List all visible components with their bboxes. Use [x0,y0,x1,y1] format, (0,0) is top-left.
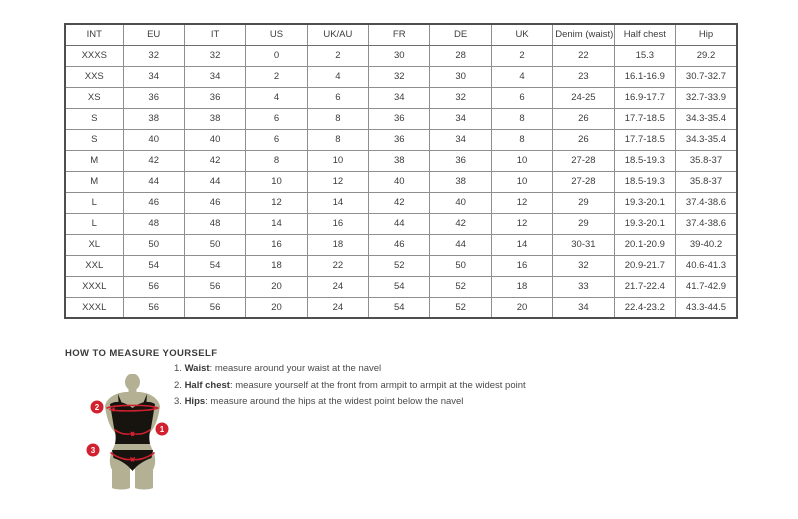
table-cell: 40 [369,171,430,192]
table-cell: 8 [491,129,552,150]
table-row [65,234,737,255]
table-cell: 6 [491,87,552,108]
table-cell: 34 [430,108,491,129]
table-cell: 32 [369,66,430,87]
table-cell: S [65,129,123,150]
table-cell: 44 [123,171,184,192]
table-cell: 24-25 [553,87,614,108]
instruction-text: : measure around your waist at the navel [209,363,382,374]
table-row [65,192,737,213]
table-cell: 37.4-38.6 [676,213,737,234]
table-cell: 42 [369,192,430,213]
table-cell: 42 [123,150,184,171]
table-cell: 46 [184,192,245,213]
table-cell: 50 [184,234,245,255]
table-row [65,45,737,66]
table-cell: 54 [369,297,430,318]
table-cell: 10 [307,150,368,171]
table-cell: 23 [553,66,614,87]
table-cell: 21.7-22.4 [614,276,675,297]
size-table [64,23,738,319]
table-cell: 8 [246,150,307,171]
table-cell: 40 [123,129,184,150]
instruction-number: 3. [174,396,185,407]
hips-badge [87,444,100,457]
table-cell: 8 [491,108,552,129]
table-cell: 20.9-21.7 [614,255,675,276]
table-cell: 30-31 [553,234,614,255]
table-cell: 26 [553,129,614,150]
table-cell: 10 [491,150,552,171]
table-cell: 44 [369,213,430,234]
table-cell: 12 [307,171,368,192]
hips-badge-number: 3 [90,446,96,455]
table-cell: 18 [491,276,552,297]
measure-instruction-item [174,397,526,407]
table-cell: 8 [307,129,368,150]
table-row [65,255,737,276]
table-cell: 56 [184,297,245,318]
table-cell: 12 [491,192,552,213]
column-header: UK/AU [307,24,368,45]
table-cell: 22 [553,45,614,66]
table-cell: 34 [123,66,184,87]
table-cell: 2 [307,45,368,66]
table-cell: 38 [369,150,430,171]
column-header: UK [491,24,552,45]
table-cell: 6 [307,87,368,108]
table-cell: XXS [65,66,123,87]
table-cell: 42 [184,150,245,171]
table-cell: 18 [246,255,307,276]
table-cell: 29 [553,213,614,234]
table-cell: 24 [307,297,368,318]
column-header: Hip [676,24,737,45]
measure-section-heading: HOW TO MEASURE YOURSELF [65,348,218,359]
table-cell: 0 [246,45,307,66]
table-cell: 33 [553,276,614,297]
table-cell: XXXL [65,276,123,297]
table-cell: 29.2 [676,45,737,66]
table-cell: 16 [246,234,307,255]
table-cell: 38 [123,108,184,129]
table-cell: 54 [123,255,184,276]
instruction-term: Hips [184,396,206,407]
measure-instruction-item [174,381,526,391]
instruction-term: Half chest [184,379,230,391]
table-cell: 28 [430,45,491,66]
column-header: Denim (waist) [553,24,614,45]
table-row [65,129,737,150]
table-cell: 18 [307,234,368,255]
table-cell: 34.3-35.4 [676,108,737,129]
table-cell: 20 [246,276,307,297]
table-cell: 18.5-19.3 [614,150,675,171]
waist-badge-number: 1 [159,425,165,434]
table-cell: 52 [430,276,491,297]
column-header: EU [123,24,184,45]
table-cell: 18.5-19.3 [614,171,675,192]
table-cell: 32 [553,255,614,276]
table-cell: 24 [307,276,368,297]
table-cell: 6 [246,129,307,150]
table-cell: XXXS [65,45,123,66]
table-cell: 35.8-37 [676,150,737,171]
table-cell: 16.1-16.9 [614,66,675,87]
table-cell: S [65,108,123,129]
table-cell: 42 [430,213,491,234]
table-cell: 12 [491,213,552,234]
table-cell: 50 [430,255,491,276]
table-cell: XXXL [65,297,123,318]
table-cell: 34 [184,66,245,87]
table-cell: 19.3-20.1 [614,192,675,213]
table-cell: L [65,213,123,234]
table-cell: 36 [184,87,245,108]
table-cell: 50 [123,234,184,255]
table-cell: 41.7-42.9 [676,276,737,297]
table-cell: 36 [430,150,491,171]
table-cell: 29 [553,192,614,213]
table-cell: M [65,171,123,192]
table-cell: 34 [369,87,430,108]
table-cell: 32 [430,87,491,108]
mannequin-illustration [80,374,175,492]
column-header: Half chest [614,24,675,45]
table-cell: M [65,150,123,171]
instruction-text: : measure around the hips at the widest point below the navel [205,396,464,407]
table-cell: 46 [123,192,184,213]
measurement-figure [80,374,175,492]
table-cell: 14 [246,213,307,234]
table-row [65,171,737,192]
table-cell: 27-28 [553,150,614,171]
table-row [65,213,737,234]
table-cell: 8 [307,108,368,129]
table-cell: 15.3 [614,45,675,66]
table-cell: 40 [430,192,491,213]
table-cell: 48 [184,213,245,234]
measure-instructions-list [174,364,526,414]
measure-instruction-item [174,364,526,374]
column-header: US [246,24,307,45]
table-cell: 27-28 [553,171,614,192]
table-cell: 34 [553,297,614,318]
table-row [65,87,737,108]
table-cell: 40 [184,129,245,150]
table-cell: 46 [369,234,430,255]
table-cell: 2 [491,45,552,66]
column-header: FR [369,24,430,45]
table-cell: XS [65,87,123,108]
table-cell: 35.8-37 [676,171,737,192]
half-chest-badge-number: 2 [94,403,100,412]
instruction-term: Waist [184,363,210,374]
instruction-number: 1. [174,363,185,374]
table-cell: 2 [246,66,307,87]
table-cell: XL [65,234,123,255]
table-cell: 10 [491,171,552,192]
table-cell: 30 [369,45,430,66]
table-cell: 52 [430,297,491,318]
table-cell: 17.7-18.5 [614,129,675,150]
table-cell: 22.4-23.2 [614,297,675,318]
half-chest-badge [91,401,104,414]
table-cell: 30 [430,66,491,87]
table-cell: 48 [123,213,184,234]
table-cell: 36 [123,87,184,108]
table-cell: 38 [430,171,491,192]
table-cell: 6 [246,108,307,129]
column-header: INT [65,24,123,45]
table-cell: 14 [491,234,552,255]
table-cell: 56 [123,276,184,297]
table-cell: 34.3-35.4 [676,129,737,150]
table-cell: 10 [246,171,307,192]
table-cell: 20 [491,297,552,318]
table-cell: 54 [184,255,245,276]
table-row [65,108,737,129]
table-cell: 44 [430,234,491,255]
table-cell: 32 [123,45,184,66]
table-cell: 37.4-38.6 [676,192,737,213]
table-cell: 16.9-17.7 [614,87,675,108]
table-row [65,66,737,87]
table-cell: 20.1-20.9 [614,234,675,255]
table-row [65,150,737,171]
table-cell: 4 [307,66,368,87]
column-header: IT [184,24,245,45]
table-cell: 26 [553,108,614,129]
instruction-number: 2. [174,379,185,391]
table-cell: 36 [369,108,430,129]
waist-badge [156,423,169,436]
table-cell: 40.6-41.3 [676,255,737,276]
table-cell: 43.3-44.5 [676,297,737,318]
size-table-body [65,45,737,318]
table-cell: 16 [491,255,552,276]
table-cell: 19.3-20.1 [614,213,675,234]
instruction-text: : measure yourself at the front from armpit to armpit at the widest point [229,379,526,391]
table-cell: 4 [246,87,307,108]
table-cell: 22 [307,255,368,276]
table-cell: 54 [369,276,430,297]
table-cell: 34 [430,129,491,150]
table-cell: 17.7-18.5 [614,108,675,129]
table-cell: 36 [369,129,430,150]
table-cell: 12 [246,192,307,213]
table-cell: 56 [123,297,184,318]
table-cell: 32 [184,45,245,66]
table-cell: 56 [184,276,245,297]
table-row [65,276,737,297]
table-cell: 32.7-33.9 [676,87,737,108]
table-cell: 20 [246,297,307,318]
column-header: DE [430,24,491,45]
table-cell: 30.7-32.7 [676,66,737,87]
table-cell: XXL [65,255,123,276]
table-cell: 39-40.2 [676,234,737,255]
table-cell: 38 [184,108,245,129]
table-cell: 14 [307,192,368,213]
table-cell: 16 [307,213,368,234]
table-cell: 4 [491,66,552,87]
table-cell: L [65,192,123,213]
table-cell: 44 [184,171,245,192]
size-table-header [65,24,737,45]
table-row [65,297,737,318]
table-cell: 52 [369,255,430,276]
